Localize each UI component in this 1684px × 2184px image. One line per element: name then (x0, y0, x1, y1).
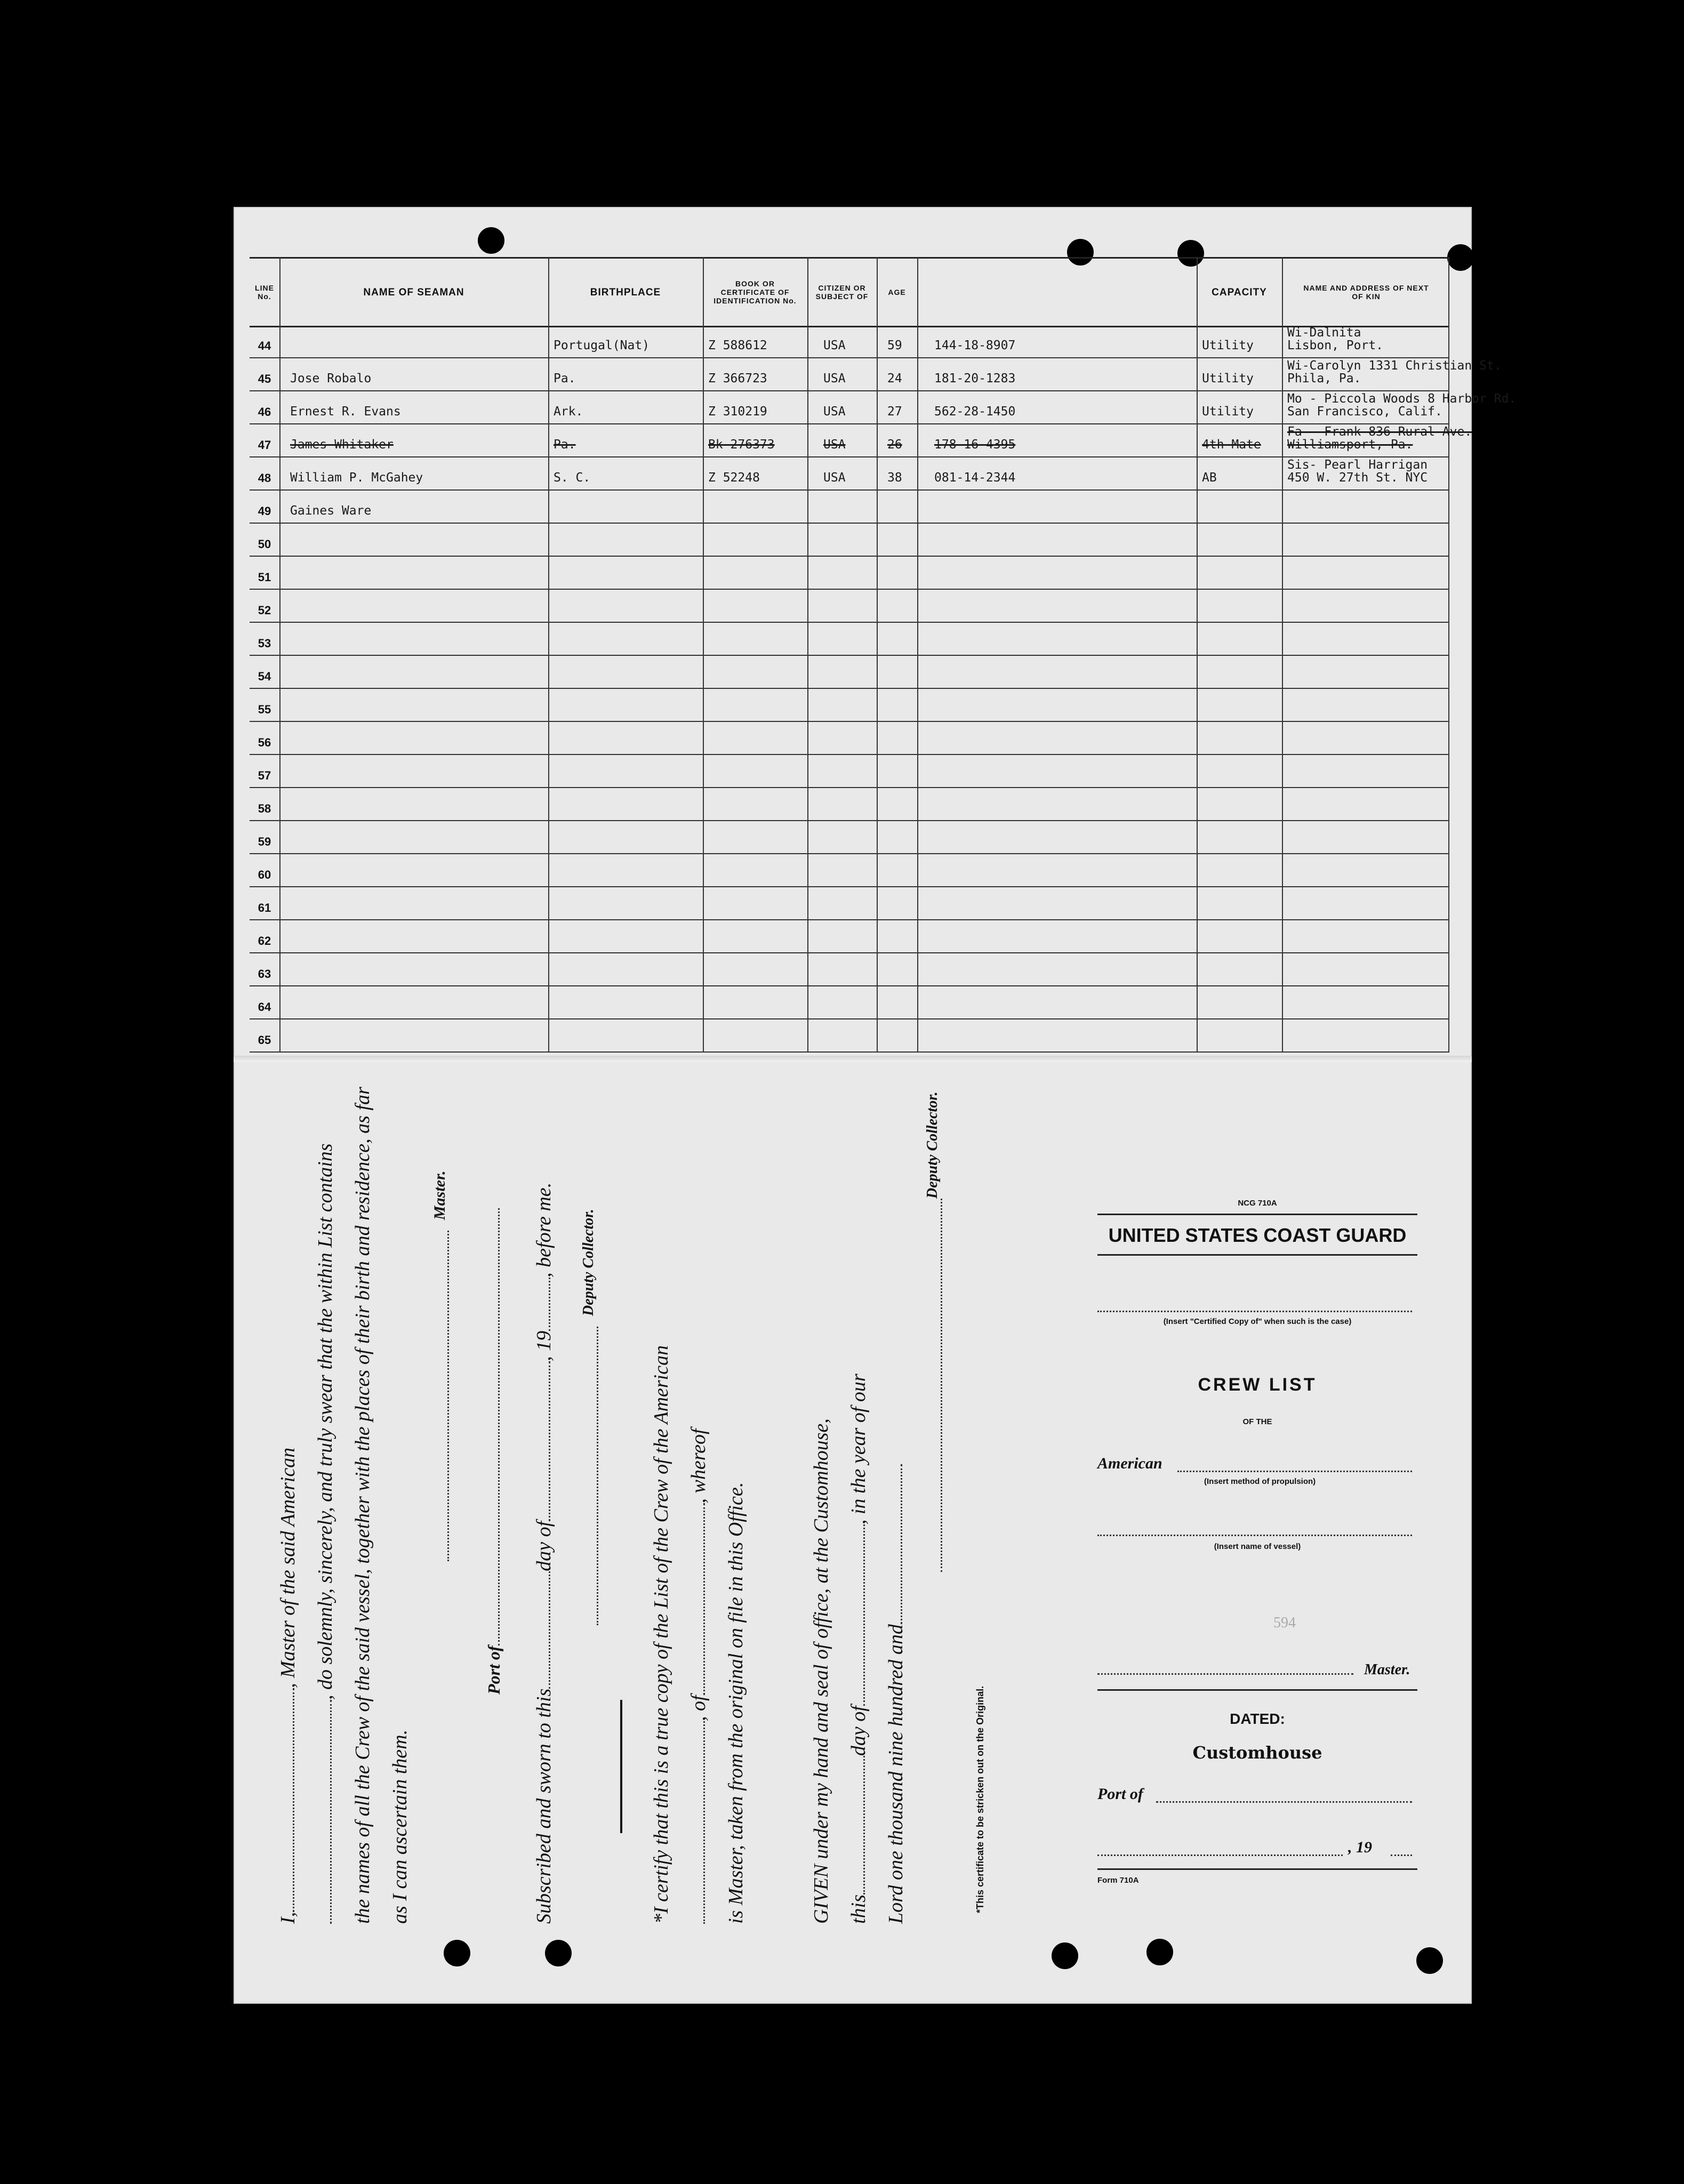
cell-name: William P. McGahey (290, 471, 423, 485)
header-age: AGE (888, 288, 906, 296)
dated-label: DATED: (1230, 1711, 1285, 1727)
line-number: 53 (258, 637, 271, 650)
agency-title: UNITED STATES COAST GUARD (1108, 1224, 1407, 1246)
cell-ssn: 181-20-1283 (934, 372, 1016, 386)
line-number: 55 (258, 703, 271, 716)
cell-kin1: Fa - Frank 836 Rural Ave. (1287, 425, 1472, 439)
cell-book: Z 52248 (708, 471, 760, 485)
dotted-line (1097, 1311, 1412, 1312)
line-number: 48 (258, 471, 271, 485)
table-row (250, 622, 1449, 656)
table-row (250, 523, 1449, 557)
cell-ssn: 178-16-4395 (934, 438, 1016, 452)
header-citizen: CITIZEN OR SUBJECT OF (815, 284, 869, 301)
table-row (250, 423, 1472, 457)
oath-master-of: , Master of the said American (277, 1447, 299, 1688)
line-number: 59 (258, 835, 271, 848)
cell-age: 24 (887, 372, 902, 386)
table-row (250, 556, 1449, 590)
cert-year: , in the year of our (847, 1374, 870, 1525)
cell-capacity: Utility (1202, 339, 1254, 352)
cell-kin2: 450 W. 27th St. NYC (1287, 471, 1428, 485)
cert-line1: *I certify that this is a true copy of the List of the Crew of the American (650, 1345, 672, 1924)
oath-i: I, (277, 1912, 299, 1924)
oath-deputy-collector-2: Deputy Collector. (924, 1091, 941, 1199)
line-number: 65 (258, 1033, 271, 1047)
cell-citizen: USA (823, 339, 846, 352)
cell-name: Gaines Ware (290, 504, 372, 518)
form-code: NCG 710A (1238, 1199, 1277, 1208)
header-next-of-kin: NAME AND ADDRESS OF NEXT OF KIN (1303, 284, 1429, 301)
header-birthplace: BIRTHPLACE (590, 286, 661, 298)
table-row (250, 1018, 1449, 1053)
table-row (250, 853, 1449, 887)
header-line-no: LINE No. (255, 284, 274, 301)
cell-capacity: 4th Mate (1202, 438, 1261, 452)
punch-hole (1052, 1942, 1078, 1969)
cell-name: Ernest R. Evans (290, 405, 401, 419)
table-row (250, 324, 1449, 358)
cell-ssn: 562-28-1450 (934, 405, 1016, 419)
table-row (250, 589, 1449, 623)
oath-deputy-collector-1: Deputy Collector. (580, 1209, 597, 1316)
table-row (250, 787, 1449, 821)
dotted-line (1097, 1535, 1412, 1536)
oath-before-me: , before me. (533, 1182, 555, 1278)
table-row (250, 456, 1449, 491)
crew-table (250, 257, 1517, 1051)
insert-method: (Insert method of propulsion) (1204, 1477, 1316, 1486)
dotted-line (1156, 1801, 1412, 1803)
oath-master-label: Master. (431, 1170, 448, 1220)
cell-age: 38 (887, 471, 902, 485)
cert-line3: is Master, taken from the original on file in this Office. (725, 1482, 747, 1924)
table-row (250, 655, 1449, 689)
cert-of: , of (687, 1695, 710, 1721)
rule (1097, 1254, 1417, 1256)
cell-citizen: USA (823, 372, 846, 386)
page-fold (234, 1056, 1472, 1062)
cell-capacity: AB (1202, 471, 1217, 485)
header-book-no: BOOK OR CERTIFICATE OF IDENTIFICATION No. (713, 279, 797, 305)
customhouse-label: Customhouse (1192, 1743, 1322, 1763)
cell-ssn: 144-18-8907 (934, 339, 1016, 352)
table-header (250, 257, 1449, 327)
rule (1097, 1214, 1417, 1215)
punch-hole (1447, 244, 1474, 271)
cert-whereof: , whereof (687, 1428, 710, 1504)
table-row (250, 688, 1449, 722)
cell-capacity: Utility (1202, 405, 1254, 419)
cell-book: Z 310219 (708, 405, 767, 419)
cell-ssn: 081-14-2344 (934, 471, 1016, 485)
line-number: 61 (258, 901, 271, 914)
table-row (250, 721, 1449, 755)
cell-kin1: Wi-Dalnita (1287, 326, 1361, 340)
table-row (250, 985, 1449, 1019)
table-row (250, 754, 1449, 788)
table-row (250, 489, 1449, 524)
oath-day-of: day of (533, 1521, 555, 1571)
header-name-of-seaman: NAME OF SEAMAN (363, 286, 464, 298)
cell-age: 26 (887, 438, 902, 452)
table-row (250, 357, 1502, 391)
master-label: Master. (1364, 1661, 1410, 1678)
dotted-line (1097, 1673, 1353, 1675)
of-the: OF THE (1242, 1417, 1272, 1426)
cell-kin2: Phila, Pa. (1287, 372, 1361, 386)
line-number: 52 (258, 604, 271, 617)
cell-age: 27 (887, 405, 902, 419)
line-number: 50 (258, 537, 271, 551)
line-number: 51 (258, 571, 271, 584)
cert-footnote: *This certificate to be stricken out on the Original. (975, 1685, 985, 1913)
dotted-line (1097, 1854, 1343, 1856)
punch-hole (478, 227, 504, 254)
line-number: 57 (258, 769, 271, 782)
line-number: 44 (258, 339, 271, 352)
line-number: 63 (258, 967, 271, 981)
punch-hole (1416, 1947, 1443, 1974)
line-number: 45 (258, 372, 271, 386)
cell-kin1: Mo - Piccola Woods 8 Harbor Rd. (1287, 392, 1517, 406)
cell-book: Bk 276373 (708, 438, 775, 452)
line-number: 56 (258, 736, 271, 749)
port-of-label: Port of (1097, 1785, 1143, 1803)
year-label: , 19 (1348, 1838, 1372, 1856)
cert-line6: Lord one thousand nine hundred and (885, 1624, 907, 1924)
table-row (250, 952, 1449, 986)
rule (1097, 1868, 1417, 1870)
cell-age: 59 (887, 339, 902, 352)
cell-birthplace: Pa. (554, 438, 576, 452)
line-number: 49 (258, 504, 271, 518)
cell-birthplace: Portugal(Nat) (554, 339, 650, 352)
cell-citizen: USA (823, 471, 846, 485)
punch-hole (1146, 1939, 1173, 1965)
cell-kin2: San Francisco, Calif. (1287, 405, 1442, 419)
insert-cert-note: (Insert "Certified Copy of" when such is the case) (1163, 1317, 1352, 1326)
table-row (250, 820, 1449, 854)
line-number: 58 (258, 802, 271, 815)
oath-port-of: Port of (484, 1645, 503, 1695)
line-number: 54 (258, 670, 271, 683)
line-number: 64 (258, 1000, 271, 1014)
cell-birthplace: Pa. (554, 372, 576, 386)
oath-nineteen: , 19 (533, 1330, 555, 1361)
cell-kin1: Sis- Pearl Harrigan (1287, 458, 1428, 472)
cell-name: James Whitaker (290, 438, 394, 452)
document-page (234, 207, 1517, 2004)
form-footer: Form 710A (1097, 1876, 1139, 1885)
cell-citizen: USA (823, 405, 846, 419)
oath-line3: the names of all the Crew of the said vessel, together with the places of their birth and residence, as far (351, 1087, 374, 1924)
cell-birthplace: Ark. (554, 405, 583, 419)
oath-rotated-text (255, 1087, 788, 1945)
insert-name: (Insert name of vessel) (1214, 1542, 1301, 1551)
cell-book: Z 366723 (708, 372, 767, 386)
cell-kin1: Wi-Carolyn 1331 Christian St. (1287, 359, 1502, 373)
rule (1097, 1689, 1417, 1691)
oath-subscribed: Subscribed and sworn to this (533, 1688, 555, 1924)
crew-list-title: CREW LIST (1198, 1375, 1317, 1395)
dotted-line (1177, 1471, 1412, 1472)
header-capacity: CAPACITY (1212, 286, 1267, 298)
line-number: 46 (258, 405, 271, 419)
american-label: American (1097, 1455, 1162, 1472)
cell-capacity: Utility (1202, 372, 1254, 386)
cert-day-of: day of (847, 1706, 870, 1756)
oath-line4: as I can ascertain them. (389, 1729, 411, 1924)
cell-birthplace: S. C. (554, 471, 591, 485)
cert-line4: GIVEN under my hand and seal of office, at the Customhouse, (810, 1418, 832, 1924)
stamp-number: 594 (1273, 1615, 1296, 1631)
dotted-line (1391, 1854, 1412, 1856)
table-row (250, 886, 1449, 920)
cell-kin2: Williamsport, Pa. (1287, 438, 1413, 452)
cert-this: this (847, 1894, 870, 1924)
oath-swear: , do solemnly, sincerely, and truly swear that the within List contains (314, 1143, 336, 1700)
line-number: 62 (258, 934, 271, 948)
table-row (250, 390, 1517, 424)
cell-kin2: Lisbon, Port. (1287, 339, 1384, 352)
line-number: 47 (258, 438, 271, 452)
table-row (250, 919, 1449, 953)
cell-name: Jose Robalo (290, 372, 372, 386)
line-number: 60 (258, 868, 271, 881)
cell-citizen: USA (823, 438, 846, 452)
cell-book: Z 588612 (708, 339, 767, 352)
certificate-section (799, 1091, 1012, 1998)
